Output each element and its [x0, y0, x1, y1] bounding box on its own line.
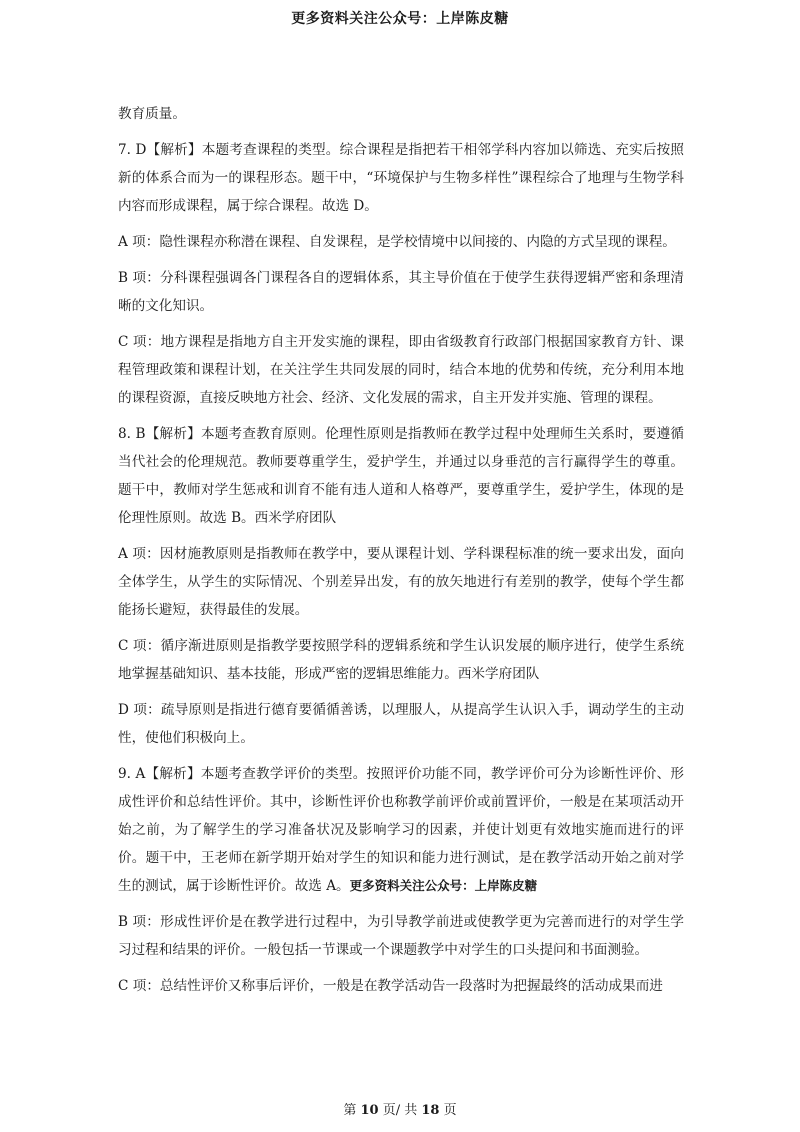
inline-watermark: 更多资料关注公众号：上岸陈皮糖 [349, 878, 538, 893]
option-d-note: D 项：疏导原则是指进行德育要循循善诱，以理服人，从提高学生认识入手，调动学生的主动性，使他们积极向上。 [118, 702, 684, 746]
option-a-note: A 项：因材施教原则是指教师在教学中，要从课程计划、学科课程标准的统一要求出发，面向全体学生，从学生的实际情况、个别差异出发，有的放矢地进行有差别的教学，使每个学生都能扬长避短，获得最佳的发展。 [118, 546, 684, 618]
answer-9-explanation [118, 760, 684, 900]
option-a-note: A 项：隐性课程亦称潜在课程、自发课程，是学校情境中以间接的、内隐的方式呈现的课程。 [118, 234, 676, 250]
page-header-watermark: 更多资料关注公众号：上岸陈皮糖 [291, 11, 509, 27]
option-c-note: C 项：地方课程是指地方自主开发实施的课程，即由省级教育行政部门根据国家教育方针、课程管理政策和课程计划，在关注学生共同发展的同时，结合本地的优势和传统，充分利用本地的课程资源，直接反映地方社会、经济、文化发展的需求，自主开发并实施、管理的课程。 [118, 334, 684, 406]
document-body [118, 100, 684, 1008]
answer-9-text: 9. A【解析】本题考查教学评价的类型。按照评价功能不同，教学评价可分为诊断性评价、形成性评价和总结性评价。其中，诊断性评价也称教学前评价或前置评价，一般是在某项活动开始之前，为了解学生的学习准备状况及影响学习的因素，并使计划更有效地实施而进行的评价。题干中，王老师在新学期开始对学生的知识和能力进行测试，是在教学活动开始之前对学生的测试，属于诊断性评价。故选 A。 [118, 766, 684, 894]
footer-prefix: 第 [343, 1103, 357, 1118]
footer-suffix: 页 [443, 1103, 457, 1118]
answer-8-explanation: 8. B【解析】本题考查教育原则。伦理性原则是指教师在教学过程中处理师生关系时，要遵循当代社会的伦理规范。教师要尊重学生，爱护学生，并通过以身垂范的言行赢得学生的尊重。题干中，教师对学生惩戒和训育不能有违人道和人格尊严，要尊重学生，爱护学生，体现的是伦理性原则。故选 B。西米学府团队 [118, 426, 684, 526]
option-c-note: C 项：总结性评价又称事后评价，一般是在教学活动告一段落时为把握最终的活动成果而进 [118, 978, 663, 994]
option-c-note: C 项：循序渐进原则是指教学要按照学科的逻辑系统和学生认识发展的顺序进行，使学生系统地掌握基础知识、基本技能，形成严密的逻辑思维能力。西米学府团队 [118, 638, 684, 682]
total-page-number: 18 [421, 1103, 440, 1118]
option-b-note: B 项：形成性评价是在教学进行过程中，为引导教学前进或使教学更为完善而进行的对学生学习过程和结果的评价。一般包括一节课或一个课题教学中对学生的口头提问和书面测验。 [118, 914, 684, 958]
footer-mid: 页/ 共 [382, 1103, 418, 1118]
paragraph: 教育质量。 [118, 106, 186, 122]
answer-7-explanation: 7. D【解析】本题考查课程的类型。综合课程是指把若干相邻学科内容加以筛选、充实后按照新的体系合而为一的课程形态。题干中，“环境保护与生物多样性”课程综合了地理与生物学科内容而形成课程，属于综合课程。故选 D。 [118, 142, 684, 214]
option-b-note: B 项：分科课程强调各门课程各自的逻辑体系，其主导价值在于使学生获得逻辑严密和条理清晰的文化知识。 [118, 270, 684, 314]
page-footer [0, 1099, 800, 1118]
current-page-number: 10 [360, 1103, 379, 1118]
